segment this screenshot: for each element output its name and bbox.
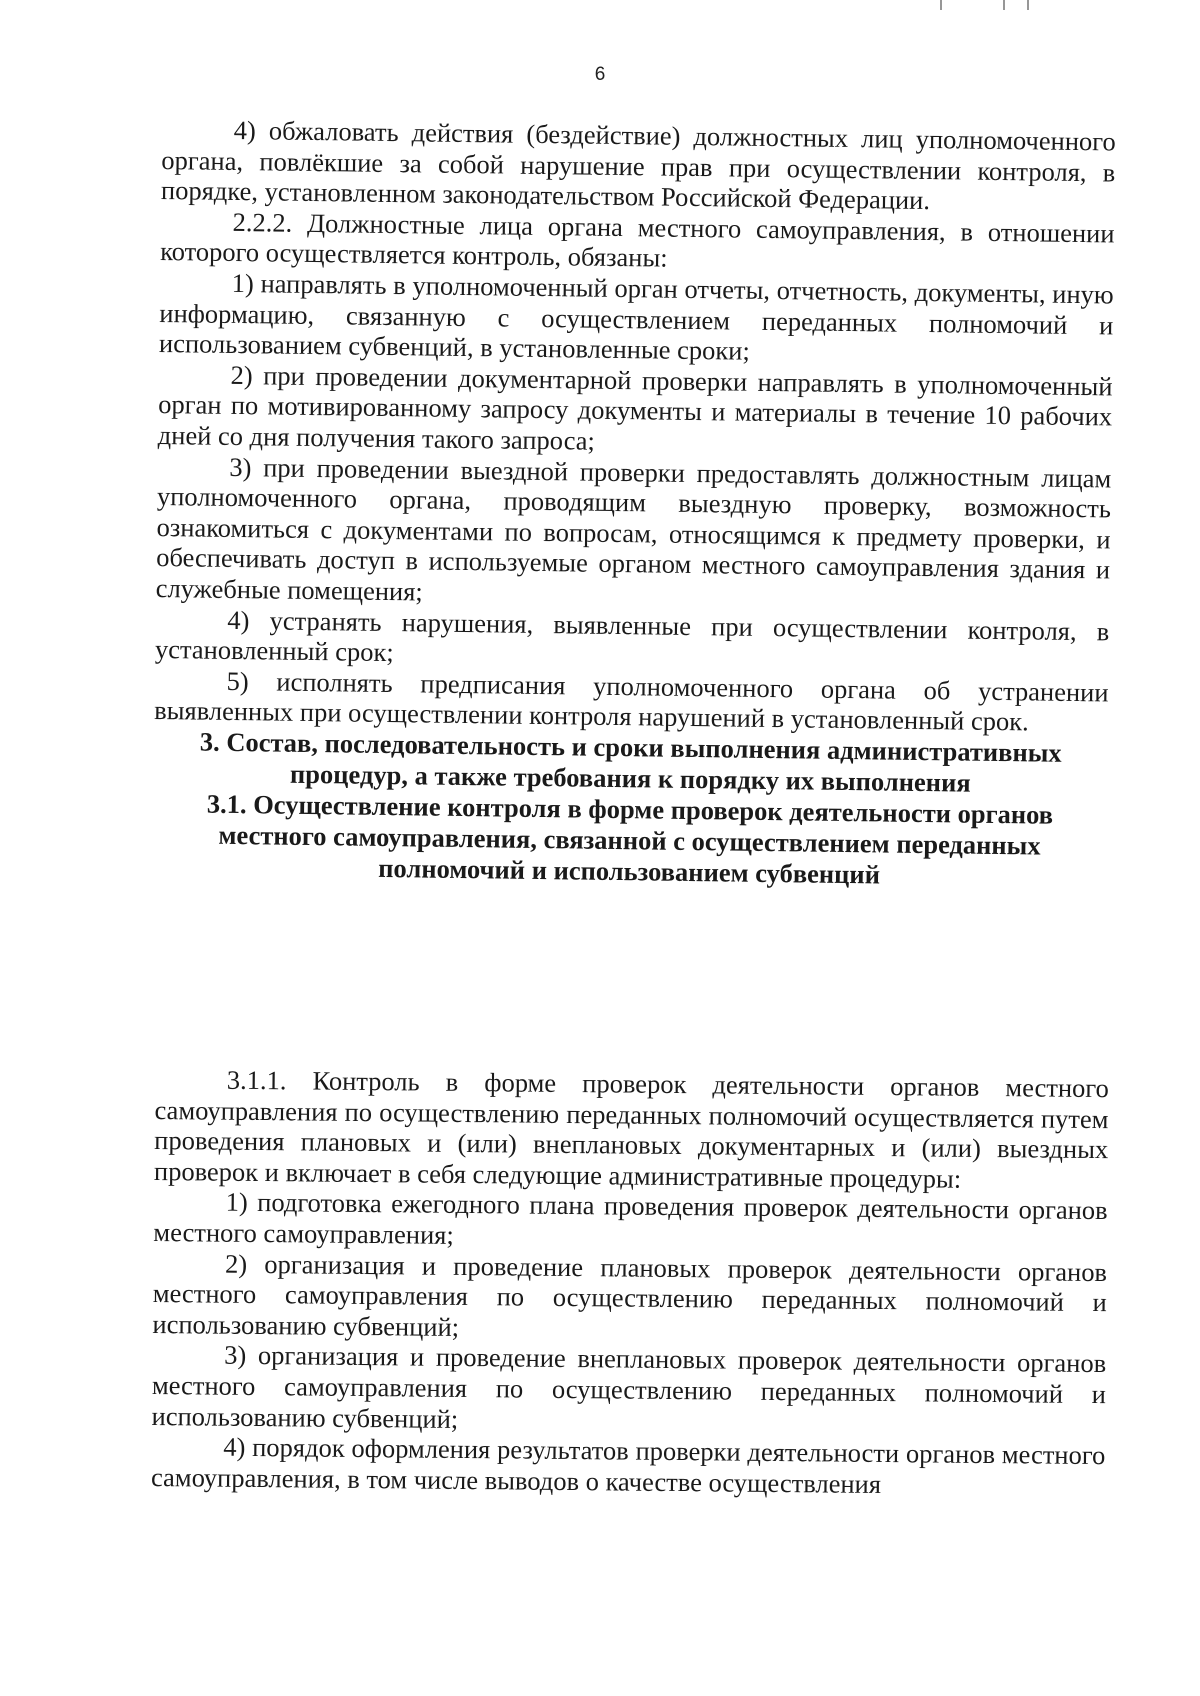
paragraph: 3.1.1. Контроль в форме проверок деятельности органов местного самоуправления по осуществлению переданных полномочий осуществляется путем проведения плановых и (или) внеплановых документарных и (или) выездных проверок и включает в себя следующие административные процедуры: xyxy=(153,1064,1109,1194)
scan-artifact xyxy=(940,0,942,10)
section-2-2-text xyxy=(152,114,1116,893)
paragraph: 2.2.2. Должностные лица органа местного самоуправления, в отношении которого осуществляется контроль, обязаны: xyxy=(160,206,1115,274)
paragraph: 4) устранять нарушения, выявленные при осуществлении контроля, в установленный срок; xyxy=(154,604,1110,668)
paragraph: 4) порядок оформления результатов проверки деятельности органов местного самоуправления, в том числе выводов о качестве осуществления xyxy=(150,1431,1106,1499)
page-number: 6 xyxy=(594,64,606,85)
paragraph: 1) подготовка ежегодного плана проведения проверок деятельности органов местного самоуправления; xyxy=(153,1187,1108,1250)
paragraph: 1) направлять в уполномоченный орган отчеты, отчетность, документы, иную информацию, связанную с осуществлением переданных полномочий и использованием субвенций, в установленные сроки; xyxy=(158,267,1114,366)
paragraph: 3) организация и проведение внеплановых проверок деятельности органов местного самоуправления по осуществлению переданных полномочий и использованию субвенций; xyxy=(151,1340,1107,1434)
paragraph: 5) исполнять предписания уполномоченного органа об устранении выявленных при осуществлении контроля нарушений в установленный срок. xyxy=(153,665,1109,737)
paragraph: 2) организация и проведение плановых проверок деятельности органов местного самоуправления по осуществлению переданных полномочий и использованию субвенций; xyxy=(152,1248,1108,1342)
paragraph: 2) при проведении документарной проверки направлять в уполномоченный орган по мотивированному запросу документы и материалы в течение 10 рабочих дней со дня получения такого запроса; xyxy=(157,359,1113,456)
paragraph: 4) обжаловать действия (бездействие) должностных лиц уполномоченного органа, повлёкшие за собой нарушение прав при осуществлении контроля, в порядке, установленном законодательством Российской Федерации. xyxy=(160,114,1116,216)
section-3-1-heading: 3.1. Осуществление контроля в форме проверок деятельности органов местного самоуправления, связанной с осуществлением переданных полномочий и использованием субвенций xyxy=(206,788,1054,890)
section-3-heading: 3. Состав, последовательность и сроки выполнения административных процедур, а также требования к порядку их выполнения xyxy=(199,726,1062,798)
paragraph: 3) при проведении выездной проверки предоставлять должностным лицам уполномоченного органа, проводящим выездную проверку, возможность ознакомиться с документами по вопросам, относящимся к предмету проверки, и обеспечивать доступ в используемые органом местного самоуправления здания и служебные помещения; xyxy=(155,451,1112,607)
scan-artifact xyxy=(1027,0,1029,10)
section-3-1-text xyxy=(151,1064,1109,1501)
scan-artifact xyxy=(1003,0,1005,10)
